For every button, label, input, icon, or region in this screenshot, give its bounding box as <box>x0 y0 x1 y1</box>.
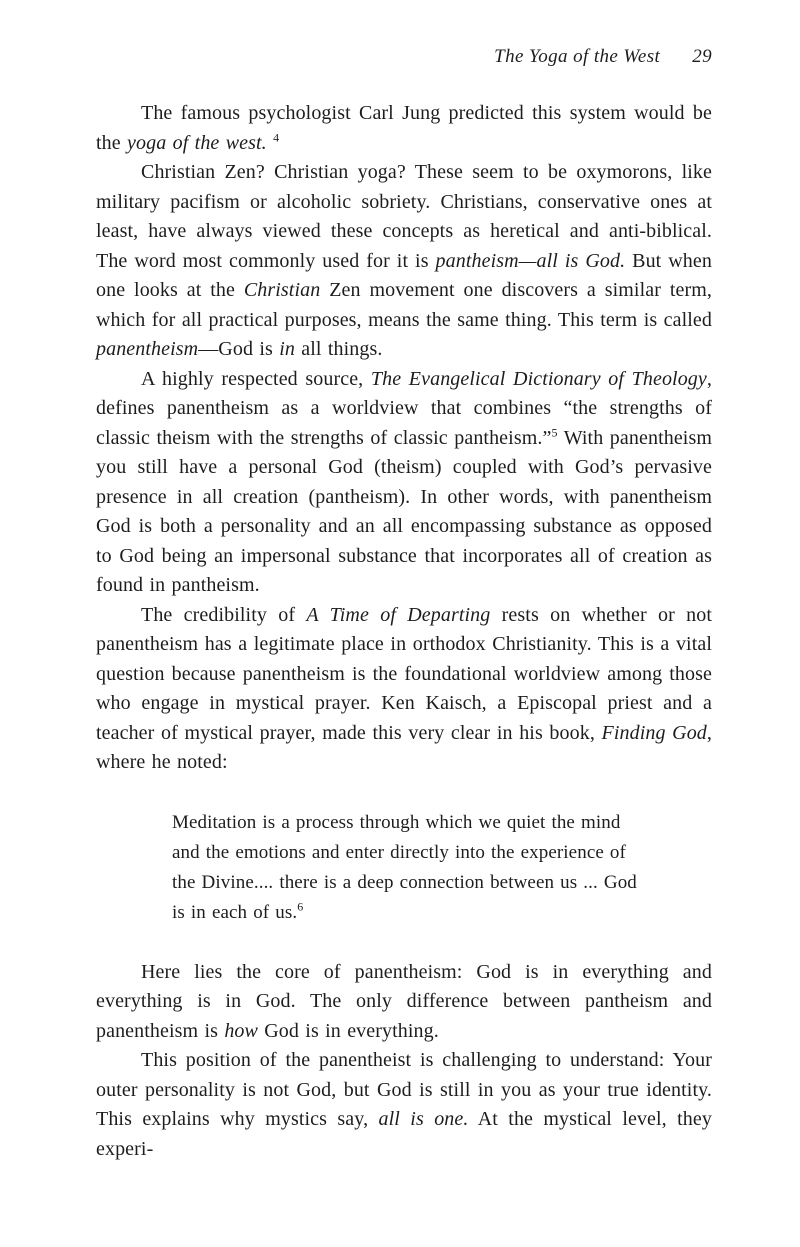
paragraph-evangelical-dictionary: A highly respected source, The Evangelical Dictionary of Theology, defines panentheism as a worldview that combines “the strengths of classic theism with the strengths of classic pantheism.”$^5$ With panentheism you still have a personal God (theism) coupled with God’s pervasive presence in all creation (pantheism). In other words, with panentheism God is both a personality and an all encompassing substance as opposed to God being an impersonal substance that incorporates all of creation as found in pantheism. <box>96 367 712 596</box>
page-number: 29 <box>692 46 712 67</box>
running-header <box>494 46 712 68</box>
block-quote-kaisch: Meditation is a process through which we quiet the mind and the emotions and enter directly into the experience of the Divine.... there is a deep connection between us ... God is in each of us.$^6$ <box>172 811 637 923</box>
paragraph-christian-zen: Christian Zen? Christian yoga? These seem to be oxymorons, like military pacifism or alcoholic sobriety. Christians, conservative ones at least, have always viewed these concepts as heretical and anti-biblical. The word most commonly used for it is pantheism—all is God. But when one looks at the Christian Zen movement one discovers a similar term, which for all practical purposes, means the same thing. This term is called panentheism—God is in all things. <box>96 161 712 360</box>
paragraph-time-of-departing: The credibility of A Time of Departing rests on whether or not panentheism has a legitimate place in orthodox Christianity. This is a vital question because panentheism is the foundational worldview among those who engage in mystical prayer. Ken Kaisch, a Episcopal priest and a teacher of mystical prayer, made this very clear in his book, Finding God, where he noted: <box>96 603 713 773</box>
paragraph-core-of-panentheism: Here lies the core of panentheism: God is in everything and everything is in God. The only difference between pantheism and panentheism is how God is in everything. <box>96 960 712 1042</box>
paragraph-jung-prediction: The famous psychologist Carl Jung predicted this system would be the yoga of the west. $^4$ <box>96 102 712 154</box>
running-title: The Yoga of the West <box>494 46 661 67</box>
page-body <box>96 99 712 1164</box>
paragraph-panentheist-position: This position of the panentheist is challenging to understand: Your outer personality is not God, but God is still in you as your true identity. This explains why mystics say, all is one. At the mystical level, they experi- <box>96 1049 712 1160</box>
